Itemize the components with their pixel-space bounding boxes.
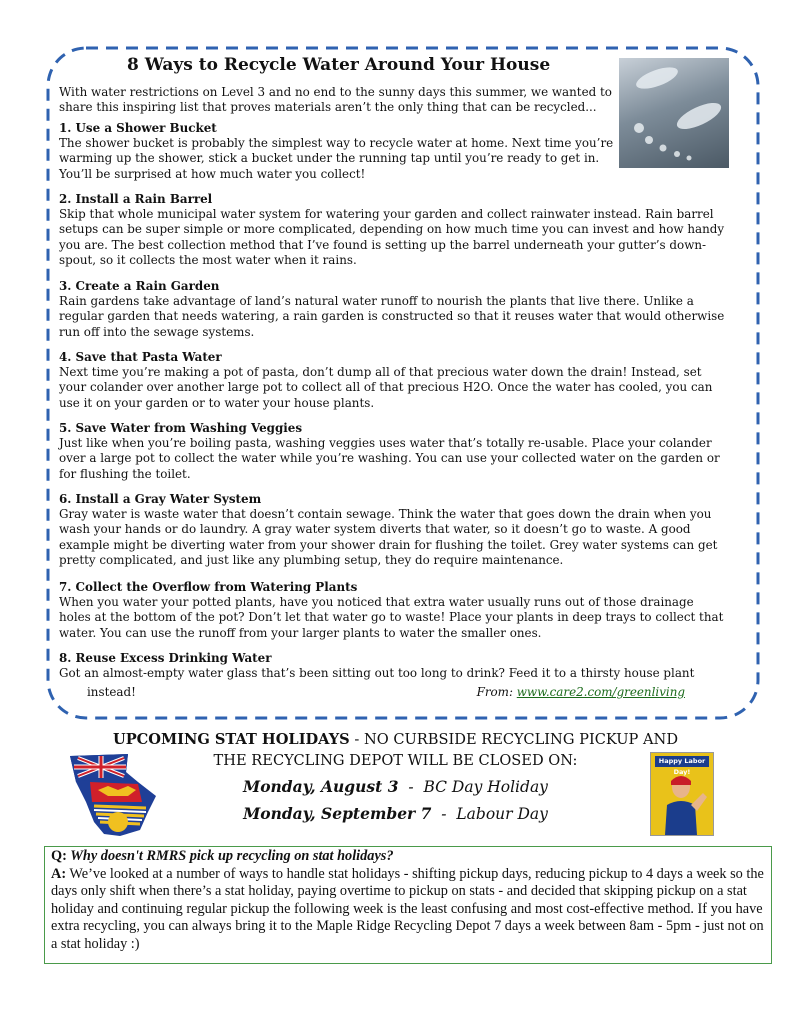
holiday-date: Monday, August 3 — [243, 777, 399, 796]
faq-box — [44, 846, 772, 964]
item-body: Just like when you’re boiling pasta, washing veggies uses water that’s totally re-usable. Place your colander over a large pot to collect the water while you’re washing. You can use your collected water on the garden or for flushing the toilet. — [59, 436, 720, 481]
list-item — [59, 492, 727, 568]
item-body: Rain gardens take advantage of land’s natural water runoff to nourish the plants that live there. Unlike a regular garden that needs watering, a rain garden is constructed so that it reuses water that would otherwise run off into the sewage systems. — [59, 294, 725, 339]
list-item — [59, 350, 727, 411]
item-heading: 7. Collect the Overflow from Watering Plants — [59, 580, 358, 594]
holiday-sep: - — [398, 778, 424, 796]
item-body: Got an almost-empty water glass that’s been sitting out too long to drink? Feed it to a thirsty house plant — [59, 666, 695, 681]
list-item — [59, 651, 727, 681]
holiday-notice: - NO CURBSIDE RECYCLING PICKUP AND — [349, 731, 679, 748]
item-body: The shower bucket is probably the simplest way to recycle water at home. Next time you’re warming up the shower, stick a bucket under the running tap until you’re ready to get in. You’ll be surprised at how much water you collect! — [59, 136, 614, 181]
article-title: 8 Ways to Recycle Water Around Your House — [127, 55, 551, 75]
list-item — [59, 192, 727, 268]
article-intro: With water restrictions on Level 3 and no end to the sunny days this summer, we wanted to share this inspiring list that proves materials aren’t the only thing that can be recycled... — [59, 85, 612, 115]
item-heading: 1. Use a Shower Bucket — [59, 121, 217, 135]
holiday-notice-line1 — [0, 731, 791, 749]
list-item — [59, 279, 727, 340]
item-body: Skip that whole municipal water system for watering your garden and collect rainwater instead. Rain barrel setups can be super simple or more complicated, depending on how much time you can invest and how handy you are. The best collection method that I’ve found is setting up the barrel underneath your gutter’s down-spout, so it collects the most water when it rains. — [59, 207, 725, 267]
item-heading: 6. Install a Gray Water System — [59, 492, 262, 506]
list-item — [59, 121, 619, 182]
last-line: instead! — [87, 685, 136, 699]
answer-text: We’ve looked at a number of ways to handle stat holidays - shifting pickup days, reducing pickup to 4 days a week so the days only shift when there’s a stat holiday, paying overtime to pickup on stats - and decided that skipping pickup on a stat holiday and continuing regular pickup the following week is the least confusing and most cost-effective method. If you have extra recycling, you can always bring it to the Maple Ridge Recycling Depot 7 days a week between 8am - 5pm - just not on a stat holiday :) — [51, 865, 764, 952]
bc-flag-map-icon — [68, 752, 158, 840]
item-heading: 3. Create a Rain Garden — [59, 279, 220, 293]
labor-day-poster — [650, 752, 714, 836]
faq-question — [51, 848, 765, 866]
source-line — [59, 685, 727, 700]
item-body: Next time you’re making a pot of pasta, don’t dump all of that precious water down the drain! Instead, set your colander over another large pot to collect all of that precious H2O. Once the water has cooled, you can use it on your garden or to water your house plants. — [59, 365, 713, 410]
poster-banner: Happy Labor Day! — [655, 756, 709, 767]
holiday-name: BC Day Holiday — [423, 778, 548, 796]
holiday-heading: UPCOMING STAT HOLIDAYS — [112, 731, 350, 748]
item-body: When you water your potted plants, have you noticed that extra water usually runs out of those drainage holes at the bottom of the pot? Don’t let that water go to waste! Place your plants in deep trays to collect that water. You can use the runoff from your larger plants to water the smaller ones. — [59, 595, 724, 640]
source-link[interactable]: www.care2.com/greenliving — [516, 685, 685, 699]
list-item — [59, 580, 727, 641]
holiday-name: Labour Day — [456, 805, 548, 823]
item-body: Gray water is waste water that doesn’t contain sewage. Think the water that goes down the drain when you wash your hands or do laundry. A gray water system diverts that water, so it doesn’t go to waste. A good example might be diverting water from your shower drain for flushing the toilet. Grey water systems can get pretty complicated, and just like any plumbing setup, they do require maintenance. — [59, 507, 718, 567]
holiday-sep: - — [431, 805, 457, 823]
list-item — [59, 421, 727, 482]
question-text: Why doesn't RMRS pick up recycling on stat holidays? — [66, 848, 394, 864]
source-credit — [477, 685, 685, 700]
item-heading: 4. Save that Pasta Water — [59, 350, 222, 364]
holiday-date: Monday, September 7 — [243, 804, 432, 823]
faq-answer — [51, 866, 765, 954]
source-label: From: — [476, 685, 513, 699]
item-heading: 8. Reuse Excess Drinking Water — [59, 651, 272, 665]
item-heading: 5. Save Water from Washing Veggies — [59, 421, 303, 435]
holiday-notice-2: THE RECYCLING DEPOT WILL BE CLOSED ON: — [213, 752, 578, 769]
item-heading: 2. Install a Rain Barrel — [59, 192, 213, 206]
answer-label: A: — [51, 865, 67, 882]
question-label: Q: — [51, 848, 67, 864]
water-drops-photo — [619, 58, 729, 168]
